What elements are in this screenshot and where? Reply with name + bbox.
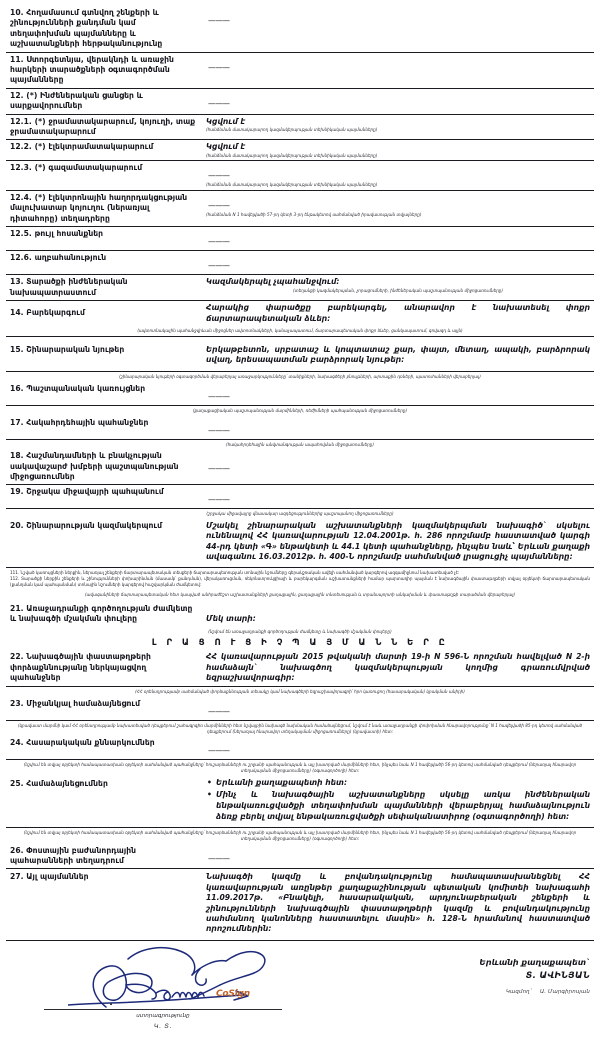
value-dash: ——— — [208, 98, 230, 108]
stamp-mark: Կ. Տ. — [153, 1021, 173, 1030]
value-note: (նշվում են տվյալ օբյեկտի համապատասխան օբյեկտի սահմանված պահանջները՝ հուշարձանների ու շրջանի պահպանության և այլ խատրված մարմինների հետ, ինչպես նաև N 1 հավելվածի 56-րդ կետով սահմանված դեպքերում (ներառյալ հնարավոր տեղակայման միջոցառումները) (օգտագործողի) հետ: — [23, 762, 577, 773]
table-body — [6, 6, 594, 940]
table-row — [6, 650, 594, 685]
note-row — [6, 439, 594, 449]
row-label: 26. Փոստային բաժանորդային պահարանների տեղադրում — [6, 844, 202, 869]
value-note: (ավտոտնակային պահանջվրևան միջոցներ ավտոտնակների, կանաչապատում, ճարտարապետական փոքր ձևեր, ցանկապատում, գովազդ և այլն) — [137, 327, 463, 333]
table-row — [6, 519, 594, 565]
row-label: 20. Շինարարության կազմակերպում — [10, 520, 163, 530]
row-value — [202, 88, 594, 114]
note-row — [6, 828, 594, 844]
value-note: (նշվում են տվյալ օբյեկտի համապատասխան օբյեկտի սահմանված պահանջները՝ հուշարձանների ու շրջանի պահպանության և այլ խատրված մարմինների հետ, ինչպես նաև N 1 հավելվածի 56-րդ կետով սահմանված դեպքերում (ներառյալ հնարավոր տեղակայման միջոցառումները) (օգտագործողի) հետ: — [23, 830, 577, 842]
table-row — [6, 161, 594, 190]
value-text: Մեկ տարի: — [206, 613, 256, 623]
value-dash: ——— — [208, 62, 230, 72]
table-row — [6, 416, 594, 439]
note-row — [6, 721, 594, 737]
row-label: 17. Հակահրդեհային պահանջներ — [10, 417, 149, 427]
row-value — [202, 191, 594, 227]
table-row — [6, 869, 594, 937]
row-label: 19. Շրջակա միջավայրի պահպանում — [10, 487, 164, 497]
value-note: (շրջակա միջավայրը վնասակար ազդեցություններից պաշտպանող միջոցառումները) — [206, 511, 394, 517]
row-value — [202, 697, 594, 720]
value-note: (նշվում են առաջադրանքի գործողության ժամկետը և նախագծի մշակման փուլերը) — [208, 628, 392, 634]
row-label: 16. Պաշտպանական կառույցներ — [10, 383, 146, 393]
cosign-watermark — [216, 989, 250, 999]
note-row — [6, 326, 594, 336]
row-label: 13. Տարածքի ինժեներական նախապատրաստում — [10, 277, 128, 297]
value-dash: ——— — [208, 237, 230, 247]
value-text: Կցվում է — [206, 142, 246, 152]
value-note: (կրավաստ մարմնի կամ ՀՀ օրենսդրությամբ նախատեսված դեպքերում շահագրգիռ մարմինների հետ նշվայբին նախագծ նախնական համաձայնեցում, նշվում է նաև առաջադրանքի փոփոխման հնարավորությունը՝ N 1 հավելվածի 85-րդ կետով սահմանված դեպքերում (ներառյալ հնարավոր տեղակայման միջոցառումները) (կրավաստի) հետ: — [17, 723, 583, 734]
row-value — [202, 416, 594, 439]
table-row — [6, 114, 594, 139]
value-dash: ——— — [208, 495, 230, 505]
section-heading-row — [6, 636, 594, 650]
row-label: 12.6. աղբահանություն — [6, 251, 202, 275]
value-note: (hանձնման N 1 հավելվածի 57-րդ կետի 3-րդ ենթակետով սահմանված իրավասության տվյալները) — [206, 212, 422, 218]
table-row — [6, 251, 594, 275]
table-row — [6, 52, 594, 88]
signature-area — [6, 941, 594, 1059]
row-value — [202, 650, 594, 685]
row-value — [202, 775, 594, 825]
value-dash: ——— — [208, 707, 230, 717]
handwritten-signature-block — [68, 945, 298, 1055]
value-dash: ——— — [208, 464, 230, 474]
row-label: 23. Միջանկյալ համաձայնեցում — [10, 699, 141, 709]
row-label: 22. Նախագծային փաստաթղթերի փորձաքննությանը ներկայացվող պահանջներ — [10, 652, 151, 683]
row-label: 10. Հողամասում գտնվող շենքերի և շինությունների քանդման կամ տեղափոխման պայմանները և աշխատանքների հերթականությունը — [6, 6, 202, 52]
table-row — [6, 775, 594, 825]
value-note: (ՀՀ օրենսդրությամբ սահմանված փորձաքննության տեսակը կամ նախագծերի եզրաշխավորագրի՝ հրո կառուցող (հասարակական) կրակման անիրի) — [135, 689, 465, 695]
list-item: • Մինչ և նախագծային աշխատանքները սկսելը առկա ինժեներական ենթակառուցվածքի տեղափոխման պայմանների վերաբերյալ համաձայնություն ձեռք բերել տվյալ ենթակառուցվածքի սեփականատիրոջ (օգտագործողի) հետ: — [206, 789, 590, 822]
row-value — [202, 869, 594, 937]
drafter-label: Կազմող` — [505, 988, 533, 995]
value-text: Կցվում է — [206, 116, 246, 126]
row-value — [202, 449, 594, 485]
table-row — [6, 844, 594, 869]
table-row — [6, 485, 594, 509]
official-signature-block — [479, 957, 590, 997]
table-row — [6, 88, 594, 114]
value-dash: ——— — [208, 16, 230, 25]
table-row — [6, 227, 594, 251]
value-text: ՀՀ կառավարության 2015 թվականի մարտի 19-ի N 596-Ն որոշման հավելված N 2-ի համաձայն` նախագծող կազմակերպության կողմից գրառումվրված եզրաշխավորագիր: — [206, 652, 590, 683]
value-dash: ——— — [208, 171, 230, 181]
row-value — [202, 519, 594, 565]
row-label: 12.1. (*) ջրամատակարարում, կոյուղի, տաք ջրամատակարարում — [10, 116, 196, 137]
value-note: (քաղաքացիական պաշտպանության մարմինների, ռեժիմների պահպանության միջոցառումները) — [192, 407, 408, 413]
footnotes — [6, 567, 594, 590]
table-row — [6, 301, 594, 326]
agreements-list — [206, 777, 590, 822]
value-text: Նախագծի կազմը և բովանդակությունը համապատասխանեցնել ՀՀ կառավարության առընթեր քաղաքաշինության պետական կոմիտեի նախագահի 11.09.2017թ. «Բնակելի, հասարակական, արդյունաբերական շենքերի և շինությունների նախագծային փաստաթղթերի կազմը և բովանդակությունը սահմանող կանոնները հաստատելու մասին» h. 128-Ն հրամանով հաստատված որոշումներին: — [206, 872, 590, 934]
table-row — [6, 697, 594, 720]
row-value — [202, 52, 594, 88]
note-row — [6, 509, 594, 519]
row-value — [202, 275, 594, 300]
value-text: Մշակել շինարարական աշխատանքների կազմակերպման նախագիծ` սկսելու ունենալով ՀՀ կառավարության 12.04.2001թ. h. 286 որոշմամբ հաստատված կարգի 44-րդ կետի «Գ» ենթակետի և 44.1 կետի պահանջները, ինչպես նաև՝ Երևան քաղաքի ավագանու 16.03.2012թ. h. 400-Ն որոշմամբ սահմանված լրացուցիչ պայմանները: — [206, 520, 590, 562]
note-row — [6, 372, 594, 382]
footnotes-row — [6, 567, 594, 590]
row-label: 18. Հաշմանդամների և բնակչության սակավաշարժ խմբերի պաշտպանության միջոցառումներ — [6, 449, 202, 485]
footnote-112: 112. Տարածքի ներքին շենքերի և շինությունների փոխարինման (մասամբ՝ քանդման), վերակառուցման, ռեկոնստրուկցիայի և բարեկարգման աշխատանքների համար պարտադիր պայման է նախագծային փաստաթղթերի տվյալ օբյեկտի ճարտարապետական (քանդման կամ պահպանման) տոնային նշումների կարգերով հաշվարկման ժամկետով: — [10, 575, 590, 587]
drafter-line — [479, 988, 590, 997]
row-label: 12.3. (*) գազամատակարարում — [10, 163, 143, 173]
table-row — [6, 191, 594, 227]
value-note: (hանձնման մատակարարող կազմակերպության տեխնիկական պայմանները) — [206, 152, 378, 158]
value-dash: ——— — [208, 261, 230, 271]
value-dash: ——— — [208, 201, 230, 211]
row-value — [202, 736, 594, 759]
value-dash: ——— — [208, 746, 230, 756]
row-label: 11. Ստորգետնյա, վերակնդի և առաջին հարկերի տարածքների օգտագործման պայմանները — [6, 52, 202, 88]
note-row — [6, 627, 594, 637]
row-label: 12.5. թույլ հոսանքներ — [6, 227, 202, 251]
table-row — [6, 382, 594, 405]
row-value — [202, 485, 594, 509]
table-row — [6, 736, 594, 759]
footnote-caption: (ավագանիների ճարտարապետական հետ կապված անհրաժեշտ աշխատանքների քաղաքային, քաղաքային տնտեսության և տրանսպորտի անկախման և փաստաթղթի տարածման վերաբերյալ) — [84, 592, 516, 598]
row-value — [202, 844, 594, 869]
row-value — [202, 301, 594, 326]
note-row — [6, 590, 594, 600]
note-row — [6, 760, 594, 776]
table-row — [6, 6, 594, 52]
table-row — [6, 449, 594, 485]
row-label: 12.4. (*) էլեկտրոնային հաղորդակցության մալուխատար կոյուղու (ներառյալ դիտահորը) տեղադրերը — [10, 193, 188, 223]
row-value — [202, 600, 594, 627]
list-item: • Երևանի քաղաքապետի հետ: — [206, 777, 590, 788]
table-row — [6, 600, 594, 627]
table-row — [6, 336, 594, 367]
value-note: (hանձնման մատակարարող կազմակերպության տեխնիկական պայմանները) — [206, 127, 378, 133]
value-text: Երկաթբետոն, սրբատաշ և կոպտատաշ քար, փայտ, մետաղ, ապակի, բարձրորակ սվաղ, երեսապատման բարձրորակ նյութեր: — [206, 344, 590, 364]
row-value — [202, 161, 594, 190]
cosign-brand-text: CoSign — [216, 988, 251, 999]
value-note: (hանձնման մատակարարող կազմակերպության տեխնիկական պայմանները) — [206, 182, 378, 188]
row-value — [202, 6, 594, 52]
value-dash: ——— — [208, 391, 230, 401]
row-label: 27. Այլ պայմաններ — [10, 872, 89, 882]
value-note: (տեղանքի կազմակերպման, չորացումների, ինժեներական պաշտպանության միջոցառումները) — [292, 287, 504, 293]
signature-caption-text: ստորագրությունը — [136, 1012, 190, 1019]
row-label: 24. Հասարակական քննարկումներ — [10, 738, 155, 748]
row-label: 15. Շինարարական նյութեր — [10, 344, 125, 354]
table-row — [6, 140, 594, 161]
planning-assignment-table — [6, 6, 594, 941]
row-label: 12.2. (*) էլեկտրամատակարարում — [10, 142, 154, 152]
value-note: (շինարարական նյութերի օգտագործման վերաբերյալ առաջարկությունները՝ տանիքների, նախագծերի բնույթների, արտաքին դռների, պատուհանների վերաբերյալ) — [119, 374, 481, 380]
footnote-111: 111. Նշված կառույցների ներքին, ներառյալ շենքերի ճարտարապետական տեսքերի ճարտարապետության տոնային նշումները գերակշռական ավելի սահմանված կարգերով ազգամիջնում նախատեսված չէ: — [10, 569, 460, 575]
signature-caption — [44, 1012, 282, 1031]
table-row — [6, 275, 594, 300]
row-value — [202, 336, 594, 367]
row-divider — [6, 937, 594, 941]
note-row — [6, 687, 594, 697]
value-text: Հարակից փարածքը բարեկարգել, անարավոր է նախատեսել փոքր ճարտարապետական ձևեր: — [206, 303, 590, 323]
stray-mark — [110, 1003, 112, 1005]
value-text: Կազմակերպել չպահանջվում: — [206, 277, 340, 287]
official-role: Երևանի քաղաքապետ` — [479, 957, 590, 967]
row-value — [202, 140, 594, 161]
additional-conditions-heading: Լ Ր Ա Ց Ո Ւ Ց Ի Չ Պ Ա Յ Մ Ա Ն Ն Ե Ր Ը — [151, 638, 449, 649]
row-value — [202, 227, 594, 251]
value-dash: ——— — [208, 425, 230, 435]
official-name: Տ. ԱՎԻՆՅԱՆ — [525, 969, 590, 980]
drafter-name: Ա. Մարգիրոսյան — [540, 988, 590, 995]
value-note: (հակահրդեհային անվտանգության ապահովման միջոցառումները) — [226, 441, 374, 447]
signature-rule — [44, 1009, 282, 1010]
value-dash: ——— — [208, 853, 230, 863]
row-label: 21. Առաջադրանքի գործողության ժամկետը և նախագծի մշակման փուլերը — [10, 603, 193, 624]
row-value — [202, 251, 594, 275]
row-value — [202, 114, 594, 139]
row-label: 25. Համաձայնեցումներ — [10, 779, 108, 789]
row-value — [202, 382, 594, 405]
row-label: 12. (*) Ինժեներական ցանցեր և սարքավորումներ — [6, 88, 202, 114]
row-label: 14. Բարեկարգում — [10, 308, 85, 318]
note-row — [6, 405, 594, 415]
